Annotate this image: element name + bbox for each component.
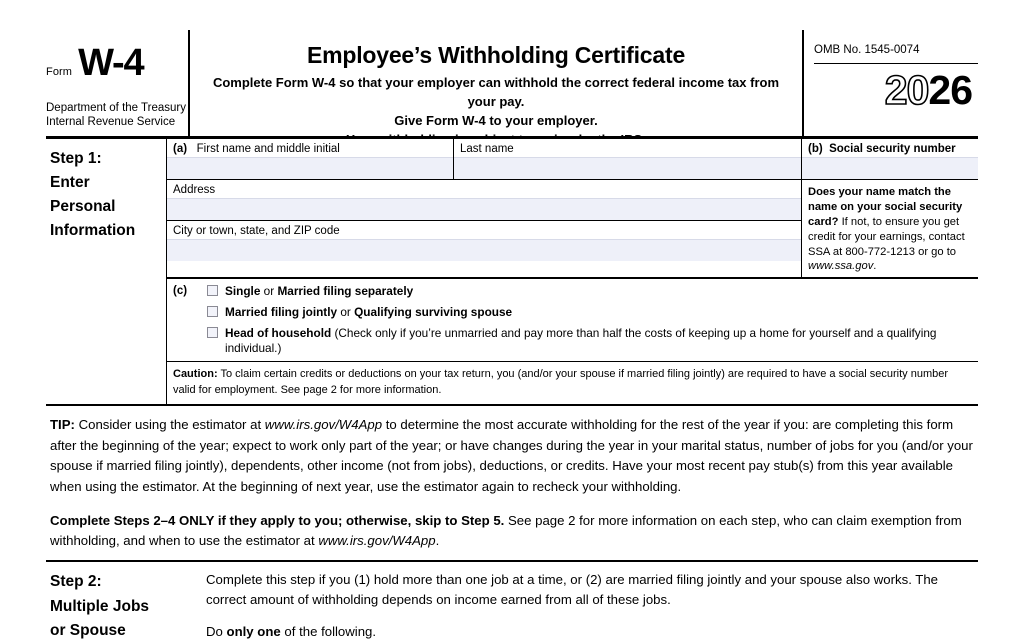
last-name-caption: Last name	[460, 143, 514, 155]
filing-status-single-label	[225, 284, 413, 299]
step-1-section	[46, 139, 978, 404]
last-name-field-cell[interactable]	[454, 139, 801, 179]
tax-year-prefix: 20	[884, 67, 929, 113]
filing-hoh-rest: (Check only if you’re unmarried and pay more than half the costs of keeping up a home for yourself and a qualifying individual.)	[225, 325, 937, 355]
filing-status-joint-label	[225, 305, 512, 320]
filing-status-option-single[interactable]	[207, 284, 978, 299]
step-2-label	[46, 570, 202, 644]
tip-text-part2: to determine the most accurate withholding for the rest of the year if you: are completing this form after the beginning of the year; expect to work only part of the year; or have changes during the year in your marital status, number of jobs for you (and/or your spouse if married filing jointly), dependents, other income (not from jobs), deductions, or credits. Have your most recent pay stub(s) from this year available when using the estimator. At the beginning of next year, use the estimator again to recheck your withholding.	[50, 417, 973, 494]
step-2-body	[202, 570, 978, 642]
form-number: W-4	[78, 42, 144, 84]
personal-info-column	[167, 139, 802, 277]
form-subtitle-1: Complete Form W-4 so that your employer can withhold the correct federal income tax from your pay.	[212, 75, 780, 109]
tax-year-suffix: 26	[928, 67, 972, 113]
step-1-label	[46, 139, 166, 404]
first-name-input[interactable]	[167, 157, 453, 179]
tip-text-part1: Consider using the estimator at	[74, 417, 265, 433]
ssn-input[interactable]	[802, 157, 978, 179]
form-header	[46, 30, 978, 136]
field-letter-a: (a)	[173, 143, 188, 155]
checkbox-single-icon[interactable]	[207, 285, 218, 296]
step-2-paragraph-2	[206, 622, 978, 642]
checkbox-head-of-household-icon[interactable]	[207, 327, 218, 338]
form-word-label: Form	[46, 66, 73, 78]
tip-label: TIP:	[50, 417, 75, 433]
city-state-zip-input[interactable]	[167, 239, 801, 261]
first-name-field-cell[interactable]	[167, 139, 454, 179]
omb-number: OMB No. 1545-0074	[814, 30, 978, 64]
filing-status-hoh-label	[225, 326, 978, 355]
filing-status-option-joint[interactable]	[207, 305, 978, 320]
ssn-name-match-note	[802, 180, 978, 277]
city-state-zip-field-cell[interactable]	[167, 221, 801, 261]
ssn-note-question: Does your name match the name on your social security card?	[808, 186, 963, 228]
last-name-input[interactable]	[454, 157, 801, 179]
step-2-label-line1: Step 2:	[50, 572, 102, 590]
complete-steps-text-part2: .	[435, 533, 440, 549]
irs-estimator-link-2[interactable]: www.irs.gov/W4App	[318, 533, 436, 549]
ssa-website-link[interactable]: www.ssa.gov	[808, 260, 874, 273]
field-letter-b: (b)	[808, 143, 823, 155]
step-1-upper-rows	[167, 139, 978, 277]
complete-steps-text-part1: See page 2 for more information on each step, who can claim exemption from withholding, and when to use the estimator at	[50, 512, 962, 549]
filing-single-mid: or	[260, 284, 278, 299]
caution-note	[167, 362, 978, 404]
step-1-fields	[166, 139, 978, 404]
instructions-block	[46, 406, 978, 560]
tip-paragraph	[50, 415, 976, 497]
first-name-caption-text: First name and middle initial	[196, 143, 340, 155]
filing-single-bold2: Married filing separately	[277, 284, 414, 299]
tax-year	[814, 64, 978, 111]
step-2-do-suffix: of the following.	[280, 623, 377, 639]
name-row	[167, 139, 801, 179]
irs-estimator-link-1[interactable]: www.irs.gov/W4App	[264, 417, 383, 433]
step-2-label-line2: Multiple Jobs	[50, 597, 150, 615]
complete-steps-label: Complete Steps 2–4 ONLY if they apply to you; otherwise, skip to Step 5.	[50, 512, 505, 528]
page-title: Employee’s Withholding Certificate	[306, 42, 686, 68]
filing-joint-mid: or	[337, 305, 355, 320]
filing-joint-bold2: Qualifying surviving spouse	[354, 305, 513, 320]
first-name-caption	[167, 139, 453, 157]
step-1-label-line3: Personal	[50, 198, 116, 216]
address-field-cell[interactable]	[167, 180, 801, 220]
omb-year-block	[804, 30, 978, 136]
filing-status-options	[207, 284, 978, 355]
filing-single-bold1: Single	[225, 284, 261, 299]
field-letter-c: (c)	[173, 285, 188, 298]
filing-hoh-bold1: Head of household	[225, 325, 332, 340]
step-2-only-one: only one	[226, 623, 281, 639]
step-1-label-line2: Enter	[50, 174, 90, 192]
step-2-section	[46, 562, 978, 644]
form-number-line	[46, 30, 180, 84]
form-identity-block	[46, 30, 190, 136]
ssn-note-body: If not, to ensure you get credit for your earnings, contact SSA at 800-772-1213 or go to	[808, 215, 965, 258]
city-state-zip-caption: City or town, state, and ZIP code	[173, 225, 340, 237]
ssn-column	[802, 139, 978, 277]
filing-joint-bold1: Married filing jointly	[225, 305, 338, 320]
department-treasury-line: Department of the Treasury	[46, 101, 186, 114]
step-2-label-line3: or Spouse	[50, 622, 126, 640]
step-2-paragraph-1: Complete this step if you (1) hold more than one job at a time, or (2) are married filing jointly and your spouse also works. The correct amount of withholding depends on income earned from all of these jobs.	[206, 571, 939, 608]
address-input[interactable]	[167, 198, 801, 220]
caution-label: Caution:	[173, 368, 218, 381]
step-2-do-prefix: Do	[206, 623, 227, 639]
step-1-label-line1: Step 1:	[50, 150, 102, 167]
complete-steps-paragraph	[50, 511, 976, 552]
address-caption: Address	[173, 184, 216, 196]
ssn-field-cell[interactable]	[802, 139, 978, 179]
form-sheet	[46, 30, 978, 644]
step-1-label-line4: Information	[50, 222, 136, 240]
department-irs-line: Internal Revenue Service	[46, 116, 176, 129]
caution-text: To claim certain credits or deductions on your tax return, you (and/or your spouse if married filing jointly) are required to have a social security number valid for employment. See page 2 for more information.	[173, 368, 949, 397]
filing-status-option-hoh[interactable]	[207, 326, 978, 355]
form-subtitle-2: Give Form W-4 to your employer.	[394, 112, 598, 128]
filing-status-block	[167, 279, 978, 361]
ssn-caption	[802, 139, 978, 157]
form-title-block	[190, 30, 804, 136]
ssn-note-period: .	[873, 260, 877, 273]
issuing-department	[46, 101, 186, 130]
checkbox-married-jointly-icon[interactable]	[207, 306, 218, 317]
ssn-caption-text: Social security number	[829, 143, 956, 155]
